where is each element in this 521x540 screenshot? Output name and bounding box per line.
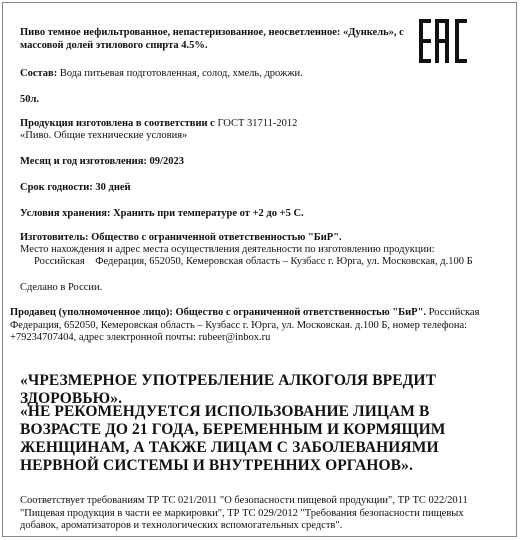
composition xyxy=(20,68,421,81)
production-date: Месяц и год изготовления: 09/2023 xyxy=(20,156,184,167)
manufacturer-address-intro: Место нахождения и адрес места осуществления деятельности по изготовлению продукции: xyxy=(20,244,435,255)
manufacturer-address: Российская Федерация, 652050, Кемеровская область – Кузбасс г. Юрга, ул. Московская, д.100 Б xyxy=(34,256,473,267)
seller-details: Российская Федерация, 652050, Кемеровская область – Кузбасс г. Юрга, ул. Московская. д.100 Б, номер телефона: +79234707404, адрес электронной почты: rubeer@inbox.ru xyxy=(10,307,480,343)
composition-value: Вода питьевая подготовленная, солод, хмель, дрожжи. xyxy=(57,68,303,79)
seller-label: Продавец (уполномоченное лицо): Общество с ограниченной ответственностью "БиР". xyxy=(10,307,427,318)
standard-value: ГОСТ 31711-2012 xyxy=(214,118,298,129)
made-in: Сделано в России. xyxy=(20,282,103,293)
seller xyxy=(10,307,507,345)
shelf-life: Срок годности: 30 дней xyxy=(20,182,131,193)
warning-alcohol: «ЧРЕЗМЕРНОЕ УПОТРЕБЛЕНИЕ АЛКОГОЛЯ ВРЕДИТ ЗДОРОВЬЮ». xyxy=(20,372,437,407)
storage-conditions: Условия хранения: Хранить при температуре от +2 до +5 С. xyxy=(20,208,304,219)
standard-name: «Пиво. Общие технические условия» xyxy=(20,130,188,141)
compliance-text: Соответствует требованиям ТР ТС 021/2011 "О безопасности пищевой продукции", ТР ТС 022/2011 "Пищевая продукция в части ее маркировки", ТР ТС 029/2012 "Требования безопасности пищевых добавок, ароматизаторов и технологических вспомогательных средств". xyxy=(20,495,468,531)
product-title: Пиво темное нефильтрованное, непастеризованное, неосветленное: «Дункель», с массовой долей этилового спирта 4.5%. xyxy=(20,27,404,51)
composition-label: Состав: xyxy=(20,68,58,79)
volume: 50л. xyxy=(20,94,40,105)
standard xyxy=(20,118,421,131)
manufacturer-label: Изготовитель: Общество с ограниченной ответственностью "БиР". xyxy=(20,232,342,243)
warning-restricted: «НЕ РЕКОМЕНДУЕТСЯ ИСПОЛЬЗОВАНИЕ ЛИЦАМ В ВОЗРАСТЕ ДО 21 ГОДА, БЕРЕМЕННЫМ И КОРМЯЩИМ ЖЕНЩИНАМ, А ТАКЖЕ ЛИЦАМ С ЗАБОЛЕВАНИЯМИ НЕРВНОЙ СИСТЕМЫ И ВНУТРЕННИХ ОРГАНОВ». xyxy=(20,403,446,474)
eac-mark-icon xyxy=(419,19,467,63)
standard-label: Продукция изготовлена в соответствии с xyxy=(20,118,215,129)
